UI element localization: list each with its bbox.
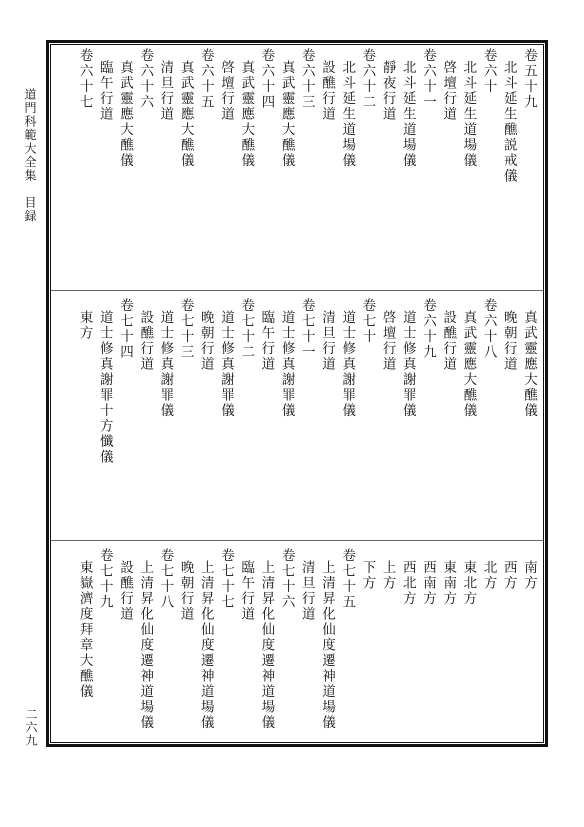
toc-entry: 真武靈應大醮儀 <box>521 310 537 419</box>
toc-entry: 上清昇化仙度遷神道場儀 <box>319 560 335 731</box>
toc-entry: 東方 <box>76 310 93 341</box>
toc-entry: 清旦行道 <box>298 560 315 622</box>
volume-number: 卷五十九 <box>521 48 537 110</box>
toc-entry: 北斗延生道場儀 <box>339 60 356 169</box>
toc-entry: 西北方 <box>399 560 416 607</box>
volume-number: 卷七十七 <box>218 548 234 610</box>
toc-entry: 晚朝行道 <box>197 310 214 372</box>
toc-entry: 真武靈應大醮儀 <box>117 60 133 169</box>
toc-entry: 臨午行道 <box>258 310 275 372</box>
toc-entry: 東南方 <box>440 560 457 607</box>
toc-entry: 設醮行道 <box>117 560 133 622</box>
toc-entry: 西方 <box>500 560 517 591</box>
toc-entry: 設醮行道 <box>319 60 335 122</box>
toc-entry: 臨午行道 <box>96 60 113 122</box>
toc-entry: 清旦行道 <box>319 310 335 372</box>
toc-entry: 靜夜行道 <box>379 60 396 122</box>
volume-number: 卷六十六 <box>137 48 154 110</box>
toc-entry: 南方 <box>521 560 537 591</box>
toc-entry: 啓壇行道 <box>440 60 457 122</box>
toc-entry: 道士修真謝罪儀 <box>157 310 174 419</box>
volume-number: 卷七十五 <box>339 548 356 610</box>
volume-number: 卷七十二 <box>238 298 255 360</box>
volume-number: 卷六十八 <box>480 298 497 360</box>
toc-entry: 設醮行道 <box>440 310 457 372</box>
toc-entry: 啓壇行道 <box>379 310 396 372</box>
toc-entry: 晚朝行道 <box>500 310 517 372</box>
volume-number: 卷七十八 <box>157 548 174 610</box>
toc-entry: 真武靈應大醮儀 <box>238 60 255 169</box>
toc-entry: 東北方 <box>460 560 477 607</box>
toc-entry: 晚朝行道 <box>177 560 194 622</box>
toc-entry: 北斗延生道場儀 <box>399 60 416 169</box>
toc-entry: 上清昇化仙度遷神道場儀 <box>137 560 154 731</box>
volume-number: 卷七十 <box>359 298 376 345</box>
volume-number: 卷七十四 <box>117 298 133 360</box>
toc-entry: 下方 <box>359 560 376 591</box>
volume-number: 卷七十六 <box>278 548 295 610</box>
toc-entry: 設醮行道 <box>137 310 154 372</box>
toc-entry: 道士修真謝罪儀 <box>278 310 295 419</box>
volume-number: 卷七十一 <box>298 298 315 360</box>
toc-entry: 東嶽濟度拜章大醮儀 <box>76 560 93 700</box>
toc-entry: 北斗延生道場儀 <box>460 60 477 169</box>
volume-number: 卷六十三 <box>298 48 315 110</box>
volume-number: 卷七十三 <box>177 298 194 360</box>
toc-entry: 真武靈應大醮儀 <box>460 310 477 419</box>
toc-entry: 北斗延生醮説戒儀 <box>500 60 517 184</box>
register-divider-1 <box>51 290 543 291</box>
register-divider-2 <box>51 540 543 541</box>
toc-entry: 上清昇化仙度遷神道場儀 <box>197 560 214 731</box>
toc-entry: 臨午行道 <box>238 560 255 622</box>
toc-entry: 啓壇行道 <box>218 60 234 122</box>
volume-number: 卷六十四 <box>258 48 275 110</box>
volume-number: 卷六十 <box>480 48 497 95</box>
toc-entry: 道士修真謝罪儀 <box>339 310 356 419</box>
toc-entry: 北方 <box>480 560 497 591</box>
running-title: 道門科範大全集 目録 <box>23 88 37 223</box>
volume-number: 卷六十七 <box>76 48 93 110</box>
volume-number: 卷六十一 <box>420 48 436 110</box>
toc-entry: 道士修真謝罪儀 <box>218 310 234 419</box>
volume-number: 卷七十九 <box>96 548 113 610</box>
toc-entry: 西南方 <box>420 560 436 607</box>
toc-entry: 上方 <box>379 560 396 591</box>
toc-entry: 真武靈應大醮儀 <box>177 60 194 169</box>
page-number: 二六九 <box>24 708 38 747</box>
toc-entry: 道士修真謝罪十方懺儀 <box>96 310 113 465</box>
volume-number: 卷六十五 <box>197 48 214 110</box>
toc-entry: 道士修真謝罪儀 <box>399 310 416 419</box>
volume-number: 卷六十九 <box>420 298 436 360</box>
toc-entry: 清旦行道 <box>157 60 174 122</box>
toc-entry: 上清昇化仙度遷神道場儀 <box>258 560 275 731</box>
toc-entry: 真武靈應大醮儀 <box>278 60 295 169</box>
volume-number: 卷六十二 <box>359 48 376 110</box>
